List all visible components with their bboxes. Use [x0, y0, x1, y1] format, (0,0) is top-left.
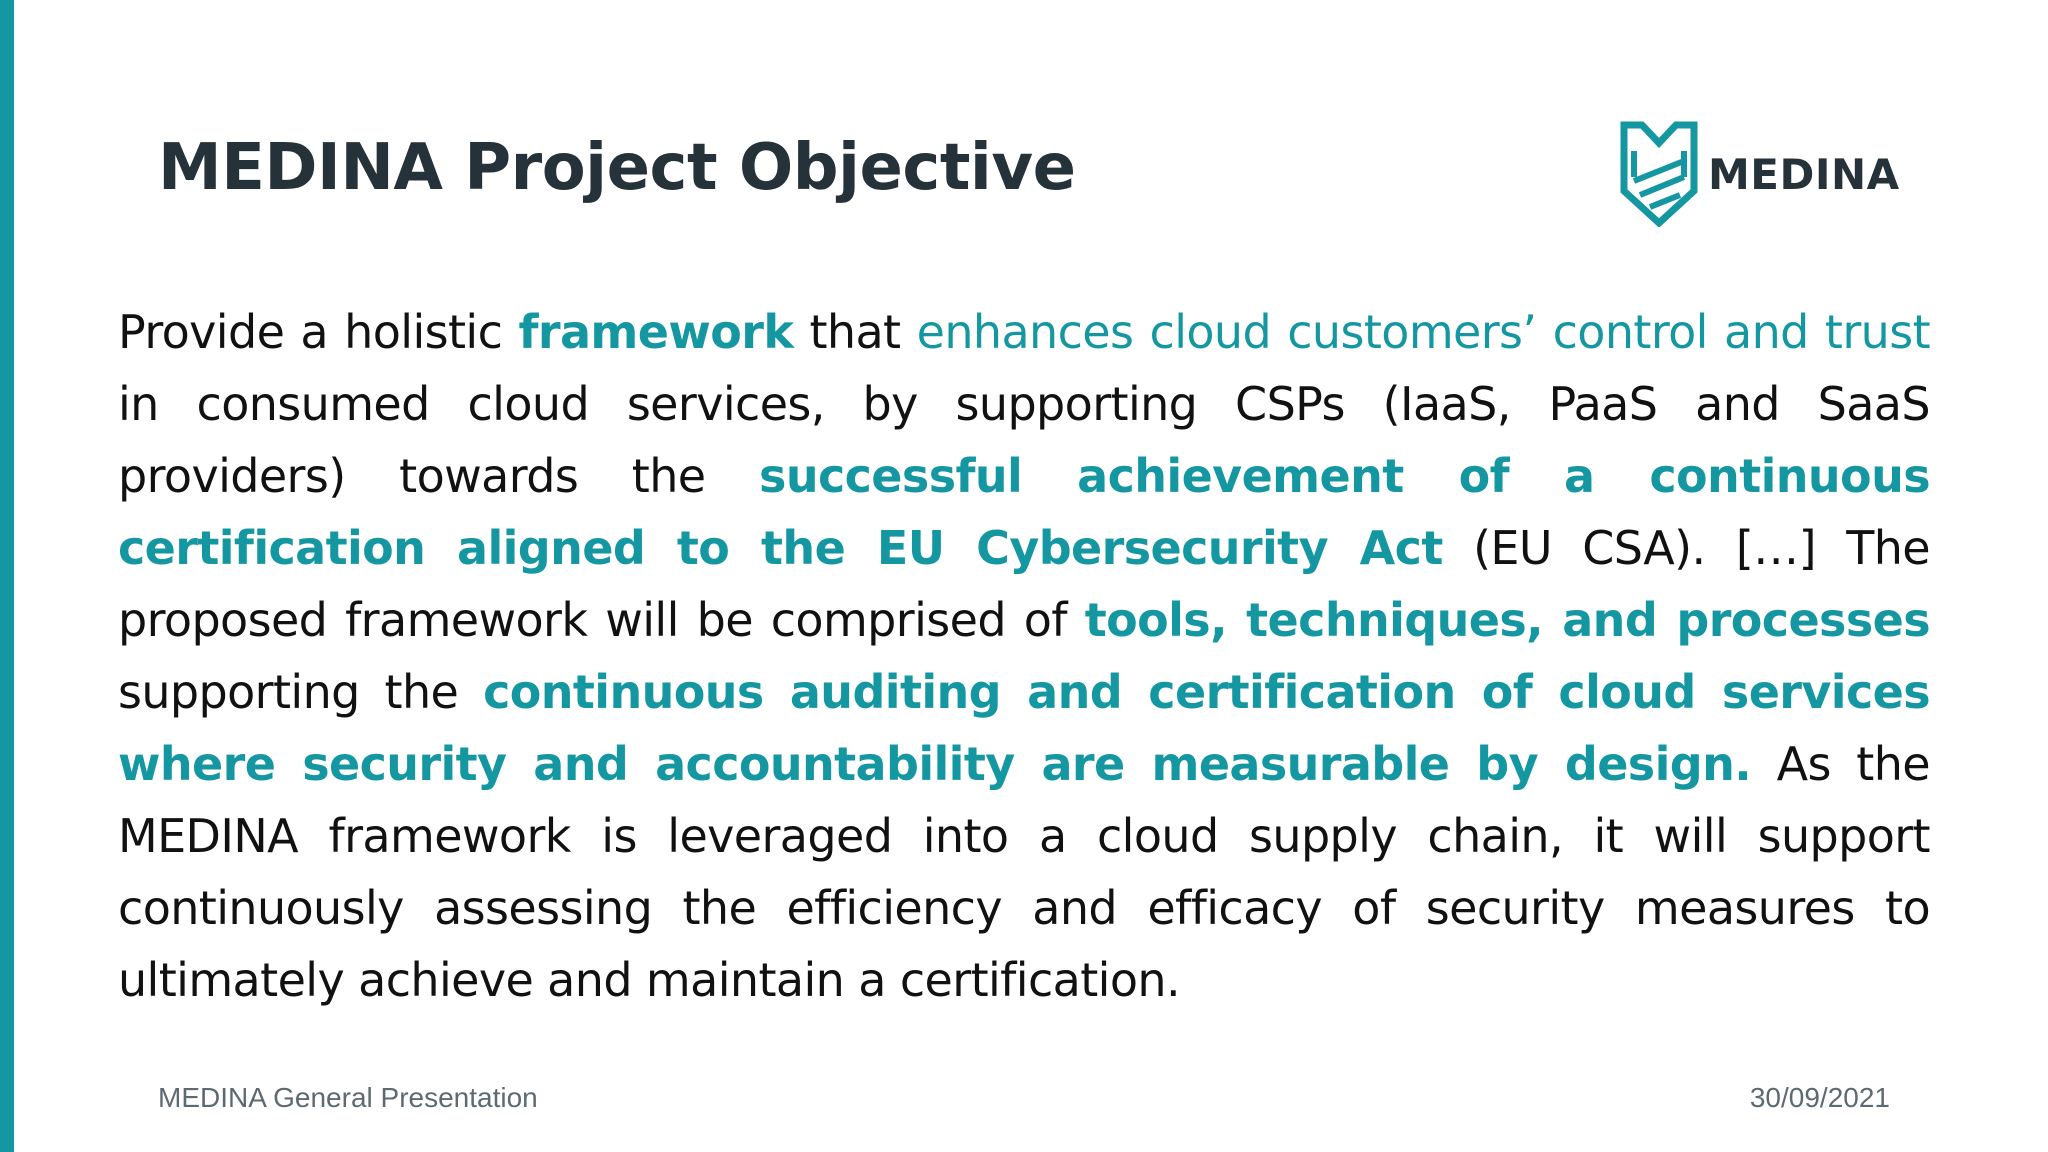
- body-highlight: continuous auditing and certification of cloud services where security and accountability are measurable by design.: [118, 665, 1930, 791]
- accent-bar: [0, 0, 14, 1152]
- body-highlight: successful achievement of a continuous certification aligned to the EU Cybersecurity Act: [118, 449, 1930, 575]
- body-highlight: enhances cloud customers’ control and trust: [916, 305, 1930, 359]
- slide-title: MEDINA Project Objective: [158, 131, 1076, 205]
- body-segment: that: [793, 305, 917, 359]
- body-segment: (EU CSA). […] The proposed framework will be comprised of: [118, 521, 1930, 647]
- footer-date: 30/09/2021: [1749, 1082, 1890, 1113]
- medina-logo: [1620, 120, 1900, 228]
- medina-shield-logo-icon: [1620, 121, 1698, 227]
- body-highlight: framework: [518, 305, 794, 359]
- body-segment: As the MEDINA framework is leveraged into a cloud supply chain, it will support continuously assessing the efficiency and efficacy of security measures to ultimately achieve and maintain a certification.: [118, 737, 1930, 1007]
- body-segment: supporting the: [118, 665, 484, 719]
- body-segment: Provide a holistic: [118, 305, 519, 359]
- logo-text: MEDINA: [1708, 149, 1900, 199]
- footer-presentation-name: MEDINA General Presentation: [158, 1082, 538, 1113]
- body-highlight: tools, techniques, and processes: [1084, 593, 1930, 647]
- objective-paragraph: [118, 296, 1930, 1016]
- body-segment: in consumed cloud services, by supporting CSPs (IaaS, PaaS and SaaS providers) towards the: [118, 377, 1930, 503]
